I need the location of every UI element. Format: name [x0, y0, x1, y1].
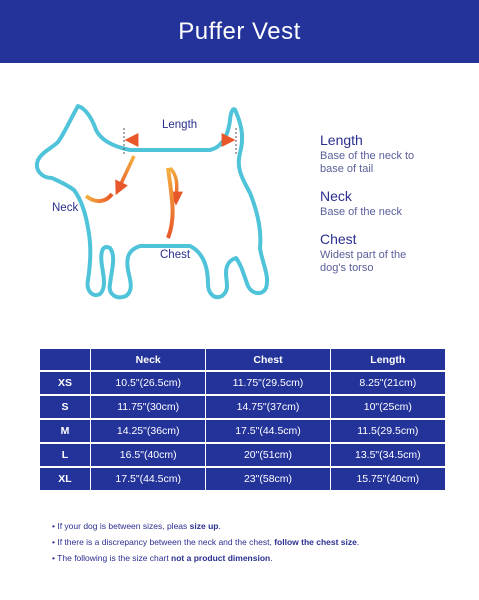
- header-size: [40, 349, 90, 370]
- size-cell: M: [40, 420, 90, 442]
- note-item: [52, 553, 452, 563]
- length-cell: 13.5"(34.5cm): [330, 444, 445, 466]
- length-cell: 15.75"(40cm): [330, 468, 445, 490]
- neck-cell: 14.25"(36cm): [90, 420, 205, 442]
- header-chest: Chest: [205, 349, 329, 370]
- legend-desc-line: base of tail: [320, 163, 374, 175]
- length-cell: 10"(25cm): [330, 396, 445, 418]
- size-cell: L: [40, 444, 90, 466]
- legend-item-length: [320, 132, 470, 176]
- dog-measurement-diagram: [30, 98, 280, 308]
- chest-cell: 11.75"(29.5cm): [205, 372, 329, 394]
- note-text: .: [356, 537, 360, 547]
- table-row: [40, 468, 445, 490]
- size-chart-table: [40, 347, 445, 492]
- sizing-notes: [52, 521, 452, 569]
- chest-cell: 17.5"(44.5cm): [205, 420, 329, 442]
- neck-cell: 16.5"(40cm): [90, 444, 205, 466]
- chest-band: [168, 168, 173, 238]
- length-diagram-label: Length: [162, 119, 198, 131]
- note-text: • The following is the size chart: [52, 553, 172, 563]
- note-item: [52, 521, 452, 531]
- legend-desc-line: dog's torso: [320, 262, 374, 274]
- note-emphasis: follow the chest size: [274, 537, 357, 547]
- neck-diagram-label: Neck: [52, 202, 79, 214]
- table-row: [40, 372, 445, 394]
- measurement-legend: [320, 132, 470, 287]
- table-header-row: [40, 349, 445, 370]
- note-text: • If there is a discrepancy between the neck and the chest,: [52, 537, 275, 547]
- note-emphasis: size up: [189, 521, 219, 531]
- chest-cell: 20"(51cm): [205, 444, 329, 466]
- legend-item-neck: [320, 188, 470, 219]
- note-text: .: [270, 553, 273, 563]
- table-row: [40, 444, 445, 466]
- size-cell: XL: [40, 468, 90, 490]
- chest-diagram-label: Chest: [160, 249, 191, 261]
- neck-cell: 10.5"(26.5cm): [90, 372, 205, 394]
- header-neck: Neck: [90, 349, 205, 370]
- chest-cell: 14.75"(37cm): [205, 396, 329, 418]
- legend-item-chest: [320, 231, 470, 275]
- page-title: Puffer Vest: [0, 0, 479, 63]
- neck-band: [86, 194, 112, 201]
- note-text: • If your dog is between sizes, pleas: [52, 521, 190, 531]
- size-cell: XS: [40, 372, 90, 394]
- note-emphasis: not a product dimension: [171, 553, 271, 563]
- legend-desc-line: Base of the neck to: [320, 150, 415, 162]
- size-cell: S: [40, 396, 90, 418]
- header-length: Length: [330, 349, 445, 370]
- chest-cell: 23"(58cm): [205, 468, 329, 490]
- length-cell: 8.25"(21cm): [330, 372, 445, 394]
- table-row: [40, 396, 445, 418]
- neck-arrow: [118, 156, 134, 190]
- legend-title: Length: [320, 132, 363, 148]
- neck-cell: 17.5"(44.5cm): [90, 468, 205, 490]
- note-item: [52, 537, 452, 547]
- legend-title: Chest: [320, 231, 357, 247]
- legend-desc-line: Base of the neck: [320, 206, 402, 218]
- length-cell: 11.5(29.5cm): [330, 420, 445, 442]
- legend-title: Neck: [320, 188, 352, 204]
- legend-desc-line: Widest part of the: [320, 249, 407, 261]
- neck-cell: 11.75"(30cm): [90, 396, 205, 418]
- note-text: .: [218, 521, 221, 531]
- table-row: [40, 420, 445, 442]
